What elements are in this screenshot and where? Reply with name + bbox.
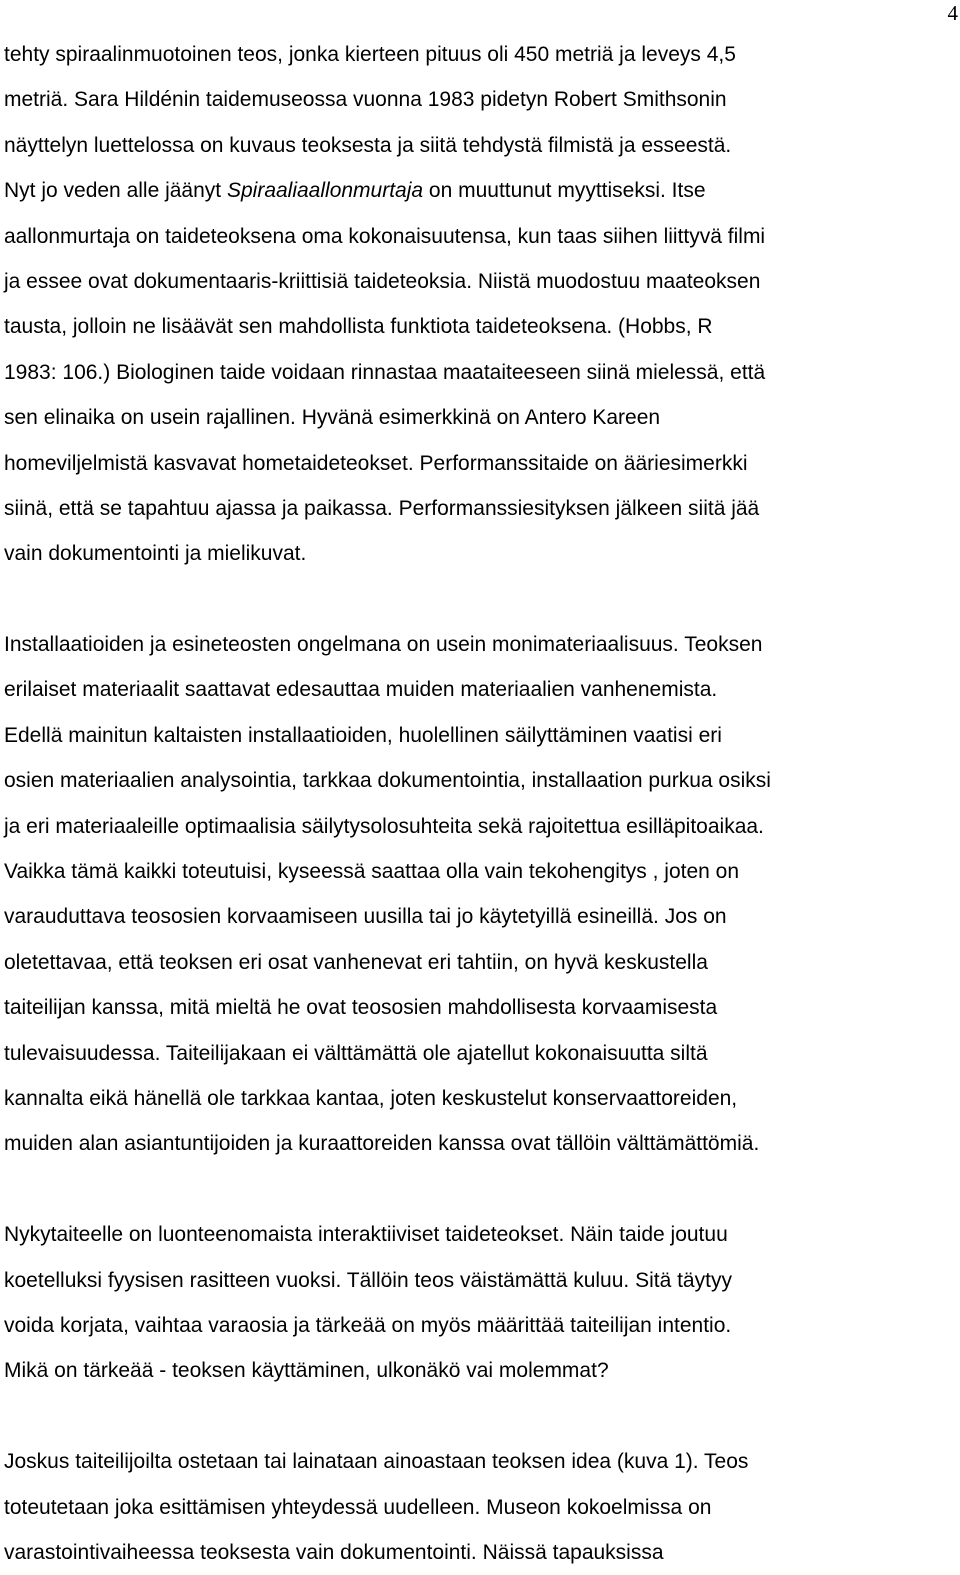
text-line: sen elinaika on usein rajallinen. Hyvänä esimerkkinä on Antero Kareen <box>4 406 661 430</box>
document-body <box>4 32 960 1575</box>
text-line: kannalta eikä hänellä ole tarkkaa kantaa, joten keskustelut konservaattoreiden, <box>4 1086 738 1110</box>
text-line: metriä. Sara Hildénin taidemuseossa vuonna 1983 pidetyn Robert Smithsonin <box>4 88 727 112</box>
text-line: taiteilijan kanssa, mitä mieltä he ovat teososien mahdollisesta korvaamisesta <box>4 996 718 1020</box>
text-line-with-italic-title <box>4 168 960 213</box>
text-segment: Nyt jo veden alle jäänyt <box>4 179 227 203</box>
text-segment: on muuttunut myyttiseksi. Itse <box>423 179 706 203</box>
text-line: Nykytaiteelle on luonteenomaista interaktiiviset taideteokset. Näin taide joutuu <box>4 1223 728 1247</box>
text-line: Installaatioiden ja esineteosten ongelmana on usein monimateriaalisuus. Teoksen <box>4 633 763 657</box>
text-line: erilaiset materiaalit saattavat edesauttaa muiden materiaalien vanhenemista. <box>4 678 718 702</box>
text-line: Vaikka tämä kaikki toteutuisi, kyseessä saattaa olla vain tekohengitys , joten on <box>4 860 740 884</box>
paragraph-interactive-art <box>4 1212 960 1394</box>
text-line: näyttelyn luettelossa on kuvaus teoksesta ja siitä tehdystä filmistä ja esseestä. <box>4 133 732 157</box>
text-line: Joskus taiteilijoilta ostetaan tai lainataan ainoastaan teoksen idea (kuva 1). Teos <box>4 1450 749 1474</box>
text-line: osien materiaalien analysointia, tarkkaa dokumentointia, installaation purkua osiksi <box>4 769 771 793</box>
paragraph-spacer <box>4 1394 960 1439</box>
paragraph-idea-works <box>4 1439 960 1575</box>
page-number: 4 <box>947 1 958 25</box>
text-line: varauduttava teososien korvaamiseen uusilla tai jo käytetyillä esineillä. Jos on <box>4 905 727 929</box>
text-line: muiden alan asiantuntijoiden ja kuraattoreiden kanssa ovat tällöin välttämättömiä. <box>4 1132 760 1156</box>
text-line: tulevaisuudessa. Taiteilijakaan ei välttämättä ole ajatellut kokonaisuutta siltä <box>4 1041 708 1065</box>
text-line: toteutetaan joka esittämisen yhteydessä uudelleen. Museon kokoelmissa on <box>4 1495 712 1519</box>
text-line: ja eri materiaaleille optimaalisia säilytysolosuhteita sekä rajoitettua esilläpitoaikaa. <box>4 814 764 838</box>
text-line: siinä, että se tapahtuu ajassa ja paikassa. Performanssiesityksen jälkeen siitä jää <box>4 496 760 520</box>
paragraph-installations <box>4 622 960 1167</box>
text-line: koetelluksi fyysisen rasitteen vuoksi. Tällöin teos väistämättä kuluu. Sitä täytyy <box>4 1268 732 1292</box>
text-line: vain dokumentointi ja mielikuvat. <box>4 542 307 566</box>
text-line: Mikä on tärkeää - teoksen käyttäminen, ulkonäkö vai molemmat? <box>4 1359 609 1383</box>
text-line: varastointivaiheessa teoksesta vain dokumentointi. Näissä tapauksissa <box>4 1540 664 1564</box>
text-line: ja essee ovat dokumentaaris-kriittisiä taideteoksia. Niistä muodostuu maateoksen <box>4 269 761 293</box>
paragraph-smithson <box>4 32 960 577</box>
text-line: Edellä mainitun kaltaisten installaatioiden, huolellinen säilyttäminen vaatisi eri <box>4 723 722 747</box>
text-line: 1983: 106.) Biologinen taide voidaan rinnastaa maataiteeseen siinä mielessä, että <box>4 360 766 384</box>
text-line: aallonmurtaja on taideteoksena oma kokonaisuutensa, kun taas siihen liittyvä filmi <box>4 224 766 248</box>
text-line: tausta, jolloin ne lisäävät sen mahdollista funktiota taideteoksena. (Hobbs, R <box>4 315 713 339</box>
text-line: tehty spiraalinmuotoinen teos, jonka kierteen pituus oli 450 metriä ja leveys 4,5 <box>4 43 736 66</box>
paragraph-spacer <box>4 577 960 622</box>
text-line: voida korjata, vaihtaa varaosia ja tärkeää on myös määrittää taiteilijan intentio. <box>4 1313 732 1337</box>
paragraph-spacer <box>4 1167 960 1212</box>
text-line: oletettavaa, että teoksen eri osat vanhenevat eri tahtiin, on hyvä keskustella <box>4 950 708 974</box>
text-line: homeviljelmistä kasvavat hometaideteokset. Performanssitaide on ääriesimerkki <box>4 451 748 475</box>
italic-work-title: Spiraaliaallonmurtaja <box>226 179 424 203</box>
